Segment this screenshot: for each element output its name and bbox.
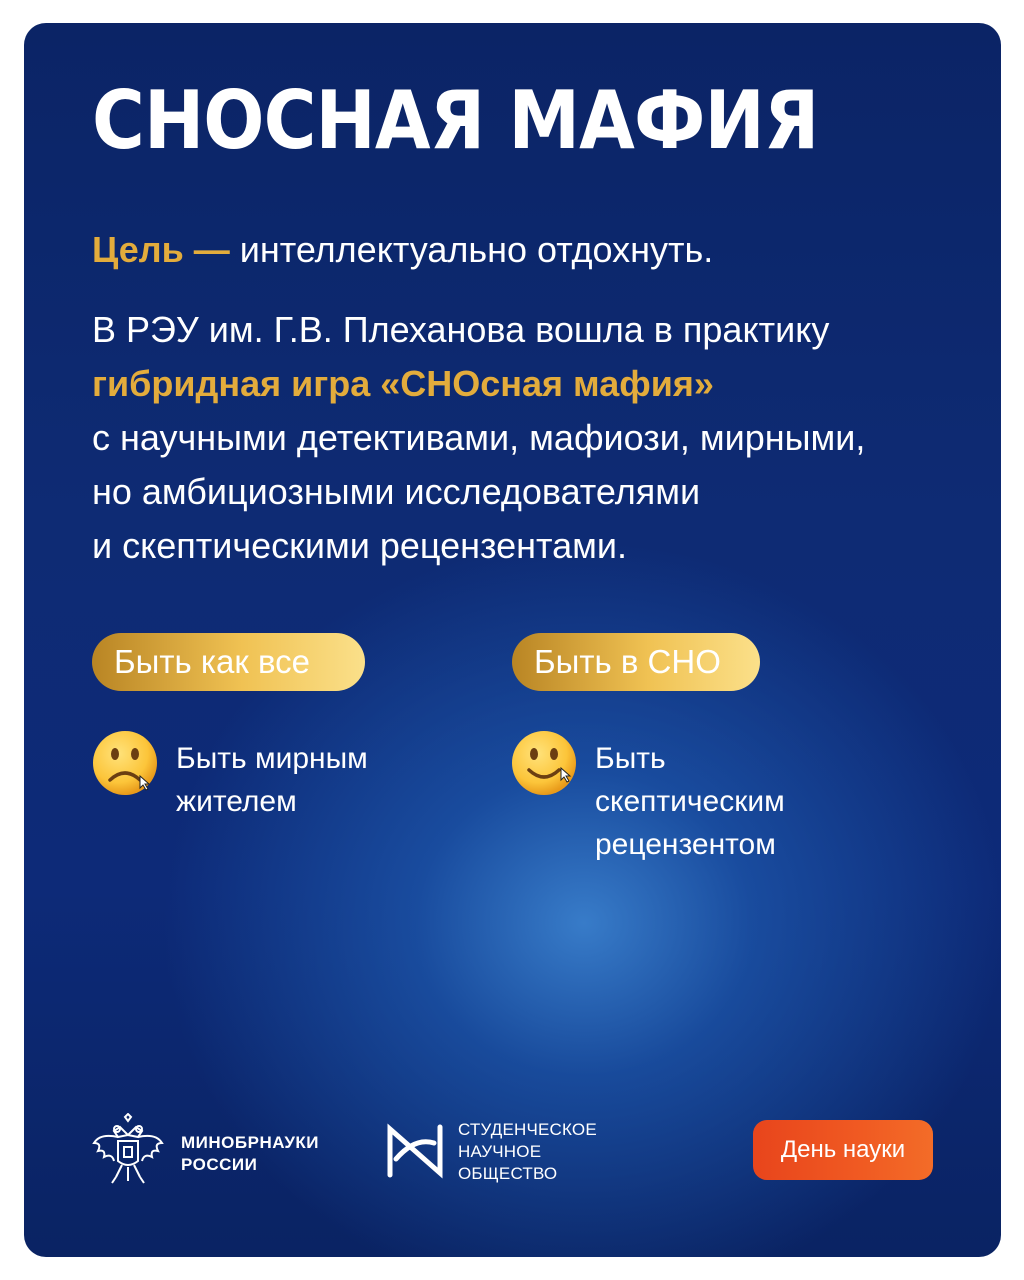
goal-text: интеллектуально отдохнуть. (229, 229, 714, 270)
frowning-face-icon (92, 730, 158, 796)
ministry-name (181, 1132, 319, 1176)
sno-logo-icon (382, 1115, 448, 1187)
ministry-line: МИНОБРНАУКИ (181, 1133, 320, 1152)
sno-name (458, 1119, 597, 1185)
description-line-4: но амбициозными исследователями (92, 471, 701, 512)
caption-line: Быть (595, 742, 666, 775)
sno-line: НАУЧНОЕ (458, 1142, 542, 1161)
option-pill-in-sno: Быть в СНО (512, 633, 760, 691)
goal-label: Цель — (92, 229, 230, 270)
option-caption-as-everyone (176, 737, 368, 823)
smiling-face-icon (511, 730, 577, 796)
description-line-3: с научными детективами, мафиози, мирными, (92, 417, 866, 458)
page-title: СНОСНАЯ МАФИЯ (92, 74, 819, 167)
science-day-button[interactable]: День науки (753, 1120, 933, 1180)
caption-line: скептическим (595, 785, 785, 818)
double-headed-eagle-icon (88, 1113, 168, 1193)
description-line-5: и скептическими рецензентами. (92, 525, 628, 566)
ministry-line: РОССИИ (181, 1155, 258, 1174)
sno-line: СТУДЕНЧЕСКОЕ (458, 1120, 597, 1139)
goal-line (92, 223, 713, 277)
post-card (24, 23, 1001, 1257)
caption-line: Быть мирным (176, 742, 368, 775)
option-caption-in-sno (595, 737, 785, 866)
caption-line: жителем (176, 785, 297, 818)
caption-line: рецензентом (595, 828, 776, 861)
sno-line: ОБЩЕСТВО (458, 1164, 558, 1183)
description (92, 303, 865, 573)
description-line-1: В РЭУ им. Г.В. Плеханова вошла в практику (92, 309, 830, 350)
option-pill-as-everyone: Быть как все (92, 633, 365, 691)
description-highlight: гибридная игра «СНОсная мафия» (92, 363, 714, 404)
